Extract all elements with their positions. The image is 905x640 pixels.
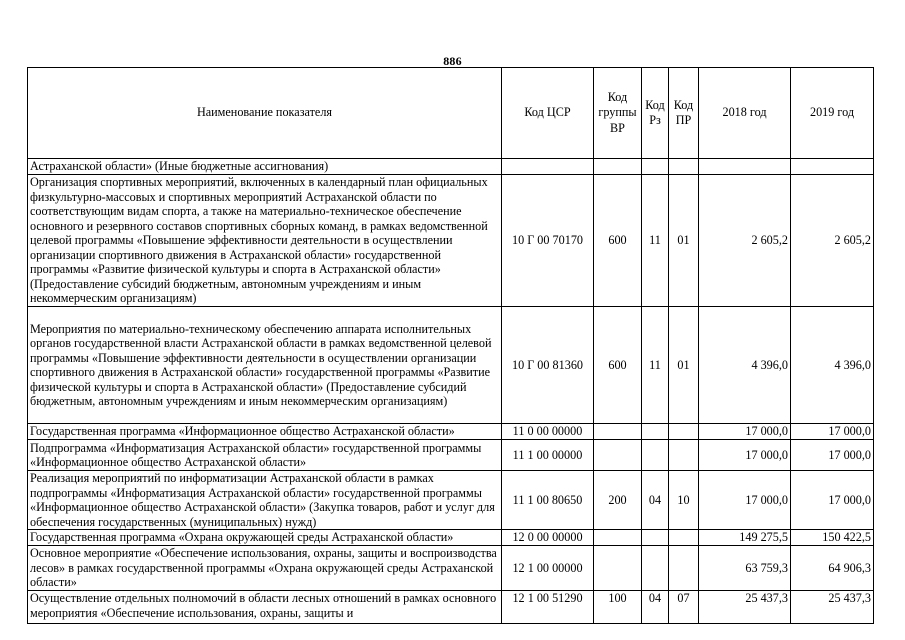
row-name: Организация спортивных мероприятий, включенных в календарный план официальных физкультурно-массовых и спортивных мероприятий Астраханской области по соответствующим видам спорта, а также на материально-техническое обеспечение основного и резервного составов спортивных сборных команд, в рамках ведомственной целевой программы «Повышение эффективности деятельности в осуществлении организации спортивного движения в Астраханской области» государственной программы «Развитие физической культуры и спорта в Астраханской области» (Предоставление субсидий бюджетным, автономным учреждениям и иным некоммерческим организациям) bbox=[28, 175, 502, 307]
table-row bbox=[28, 175, 874, 307]
table-row bbox=[28, 471, 874, 530]
row-vr bbox=[594, 159, 642, 175]
header-2018: 2018 год bbox=[699, 68, 791, 159]
row-name: Подпрограмма «Информатизация Астраханской области» государственной программы «Информационное общество Астраханской области» bbox=[28, 440, 502, 471]
row-name: Реализация мероприятий по информатизации Астраханской области в рамках подпрограммы «Информатизация Астраханской области» государственной программы «Информационное общество Астраханской области» (Закупка товаров, работ и услуг для обеспечения государственных (муниципальных) нужд) bbox=[28, 471, 502, 530]
row-2019: 64 906,3 bbox=[791, 546, 874, 591]
row-2018: 17 000,0 bbox=[699, 424, 791, 440]
row-rz bbox=[642, 530, 669, 546]
page-number: 886 bbox=[443, 54, 462, 68]
row-2018: 2 605,2 bbox=[699, 175, 791, 307]
header-vr: Код группы ВР bbox=[594, 68, 642, 159]
header-csr: Код ЦСР bbox=[502, 68, 594, 159]
row-csr: 10 Г 00 81360 bbox=[502, 307, 594, 424]
table-header-row bbox=[28, 68, 874, 159]
row-2019: 17 000,0 bbox=[791, 424, 874, 440]
row-vr bbox=[594, 530, 642, 546]
table-row bbox=[28, 424, 874, 440]
row-csr: 12 0 00 00000 bbox=[502, 530, 594, 546]
row-csr: 11 1 00 00000 bbox=[502, 440, 594, 471]
row-pr: 01 bbox=[669, 175, 699, 307]
row-pr bbox=[669, 424, 699, 440]
row-2018: 17 000,0 bbox=[699, 471, 791, 530]
row-pr bbox=[669, 530, 699, 546]
row-rz bbox=[642, 424, 669, 440]
budget-table bbox=[27, 67, 874, 624]
row-vr bbox=[594, 440, 642, 471]
row-rz bbox=[642, 546, 669, 591]
row-vr: 200 bbox=[594, 471, 642, 530]
row-name: Государственная программа «Информационное общество Астраханской области» bbox=[28, 424, 502, 440]
row-csr bbox=[502, 159, 594, 175]
header-pr: Код ПР bbox=[669, 68, 699, 159]
row-vr: 600 bbox=[594, 175, 642, 307]
row-2019: 17 000,0 bbox=[791, 440, 874, 471]
row-pr: 10 bbox=[669, 471, 699, 530]
row-2019: 25 437,3 bbox=[791, 591, 874, 624]
row-rz bbox=[642, 159, 669, 175]
row-2018: 17 000,0 bbox=[699, 440, 791, 471]
table-row bbox=[28, 546, 874, 591]
row-2019: 2 605,2 bbox=[791, 175, 874, 307]
row-2019 bbox=[791, 159, 874, 175]
row-name: Государственная программа «Охрана окружающей среды Астраханской области» bbox=[28, 530, 502, 546]
row-rz: 11 bbox=[642, 307, 669, 424]
row-rz: 04 bbox=[642, 591, 669, 624]
row-2018: 4 396,0 bbox=[699, 307, 791, 424]
row-vr: 600 bbox=[594, 307, 642, 424]
row-pr bbox=[669, 159, 699, 175]
row-2018 bbox=[699, 159, 791, 175]
table-row bbox=[28, 591, 874, 624]
row-rz bbox=[642, 440, 669, 471]
row-rz: 04 bbox=[642, 471, 669, 530]
row-rz: 11 bbox=[642, 175, 669, 307]
row-vr: 100 bbox=[594, 591, 642, 624]
row-csr: 11 0 00 00000 bbox=[502, 424, 594, 440]
row-vr bbox=[594, 546, 642, 591]
row-vr bbox=[594, 424, 642, 440]
row-pr bbox=[669, 546, 699, 591]
row-2018: 149 275,5 bbox=[699, 530, 791, 546]
row-pr: 01 bbox=[669, 307, 699, 424]
table-row bbox=[28, 440, 874, 471]
table-row bbox=[28, 159, 874, 175]
table-row bbox=[28, 530, 874, 546]
row-csr: 12 1 00 51290 bbox=[502, 591, 594, 624]
row-csr: 11 1 00 80650 bbox=[502, 471, 594, 530]
row-2019: 150 422,5 bbox=[791, 530, 874, 546]
row-name: Астраханской области» (Иные бюджетные ассигнования) bbox=[28, 159, 502, 175]
row-pr bbox=[669, 440, 699, 471]
row-csr: 10 Г 00 70170 bbox=[502, 175, 594, 307]
row-name: Мероприятия по материально-техническому обеспечению аппарата исполнительных органов государственной власти Астраханской области в рамках ведомственной целевой программы «Повышение эффективности деятельности в осуществлении организации спортивного движения в Астраханской области» государственной программы «Развитие физической культуры и спорта в Астраханской области» (Предоставление субсидий бюджетным, автономным учреждениям и иным некоммерческим организациям) bbox=[28, 307, 502, 424]
row-csr: 12 1 00 00000 bbox=[502, 546, 594, 591]
row-name: Основное мероприятие «Обеспечение использования, охраны, защиты и воспроизводства лесов» в рамках государственной программы «Охрана окружающей среды Астраханской области» bbox=[28, 546, 502, 591]
row-pr: 07 bbox=[669, 591, 699, 624]
row-2019: 4 396,0 bbox=[791, 307, 874, 424]
header-rz: Код Рз bbox=[642, 68, 669, 159]
row-2018: 63 759,3 bbox=[699, 546, 791, 591]
table-row bbox=[28, 307, 874, 424]
header-2019: 2019 год bbox=[791, 68, 874, 159]
header-name: Наименование показателя bbox=[28, 68, 502, 159]
row-2018: 25 437,3 bbox=[699, 591, 791, 624]
row-2019: 17 000,0 bbox=[791, 471, 874, 530]
row-name: Осуществление отдельных полномочий в области лесных отношений в рамках основного мероприятия «Обеспечение использования, охраны, защиты и bbox=[28, 591, 502, 624]
